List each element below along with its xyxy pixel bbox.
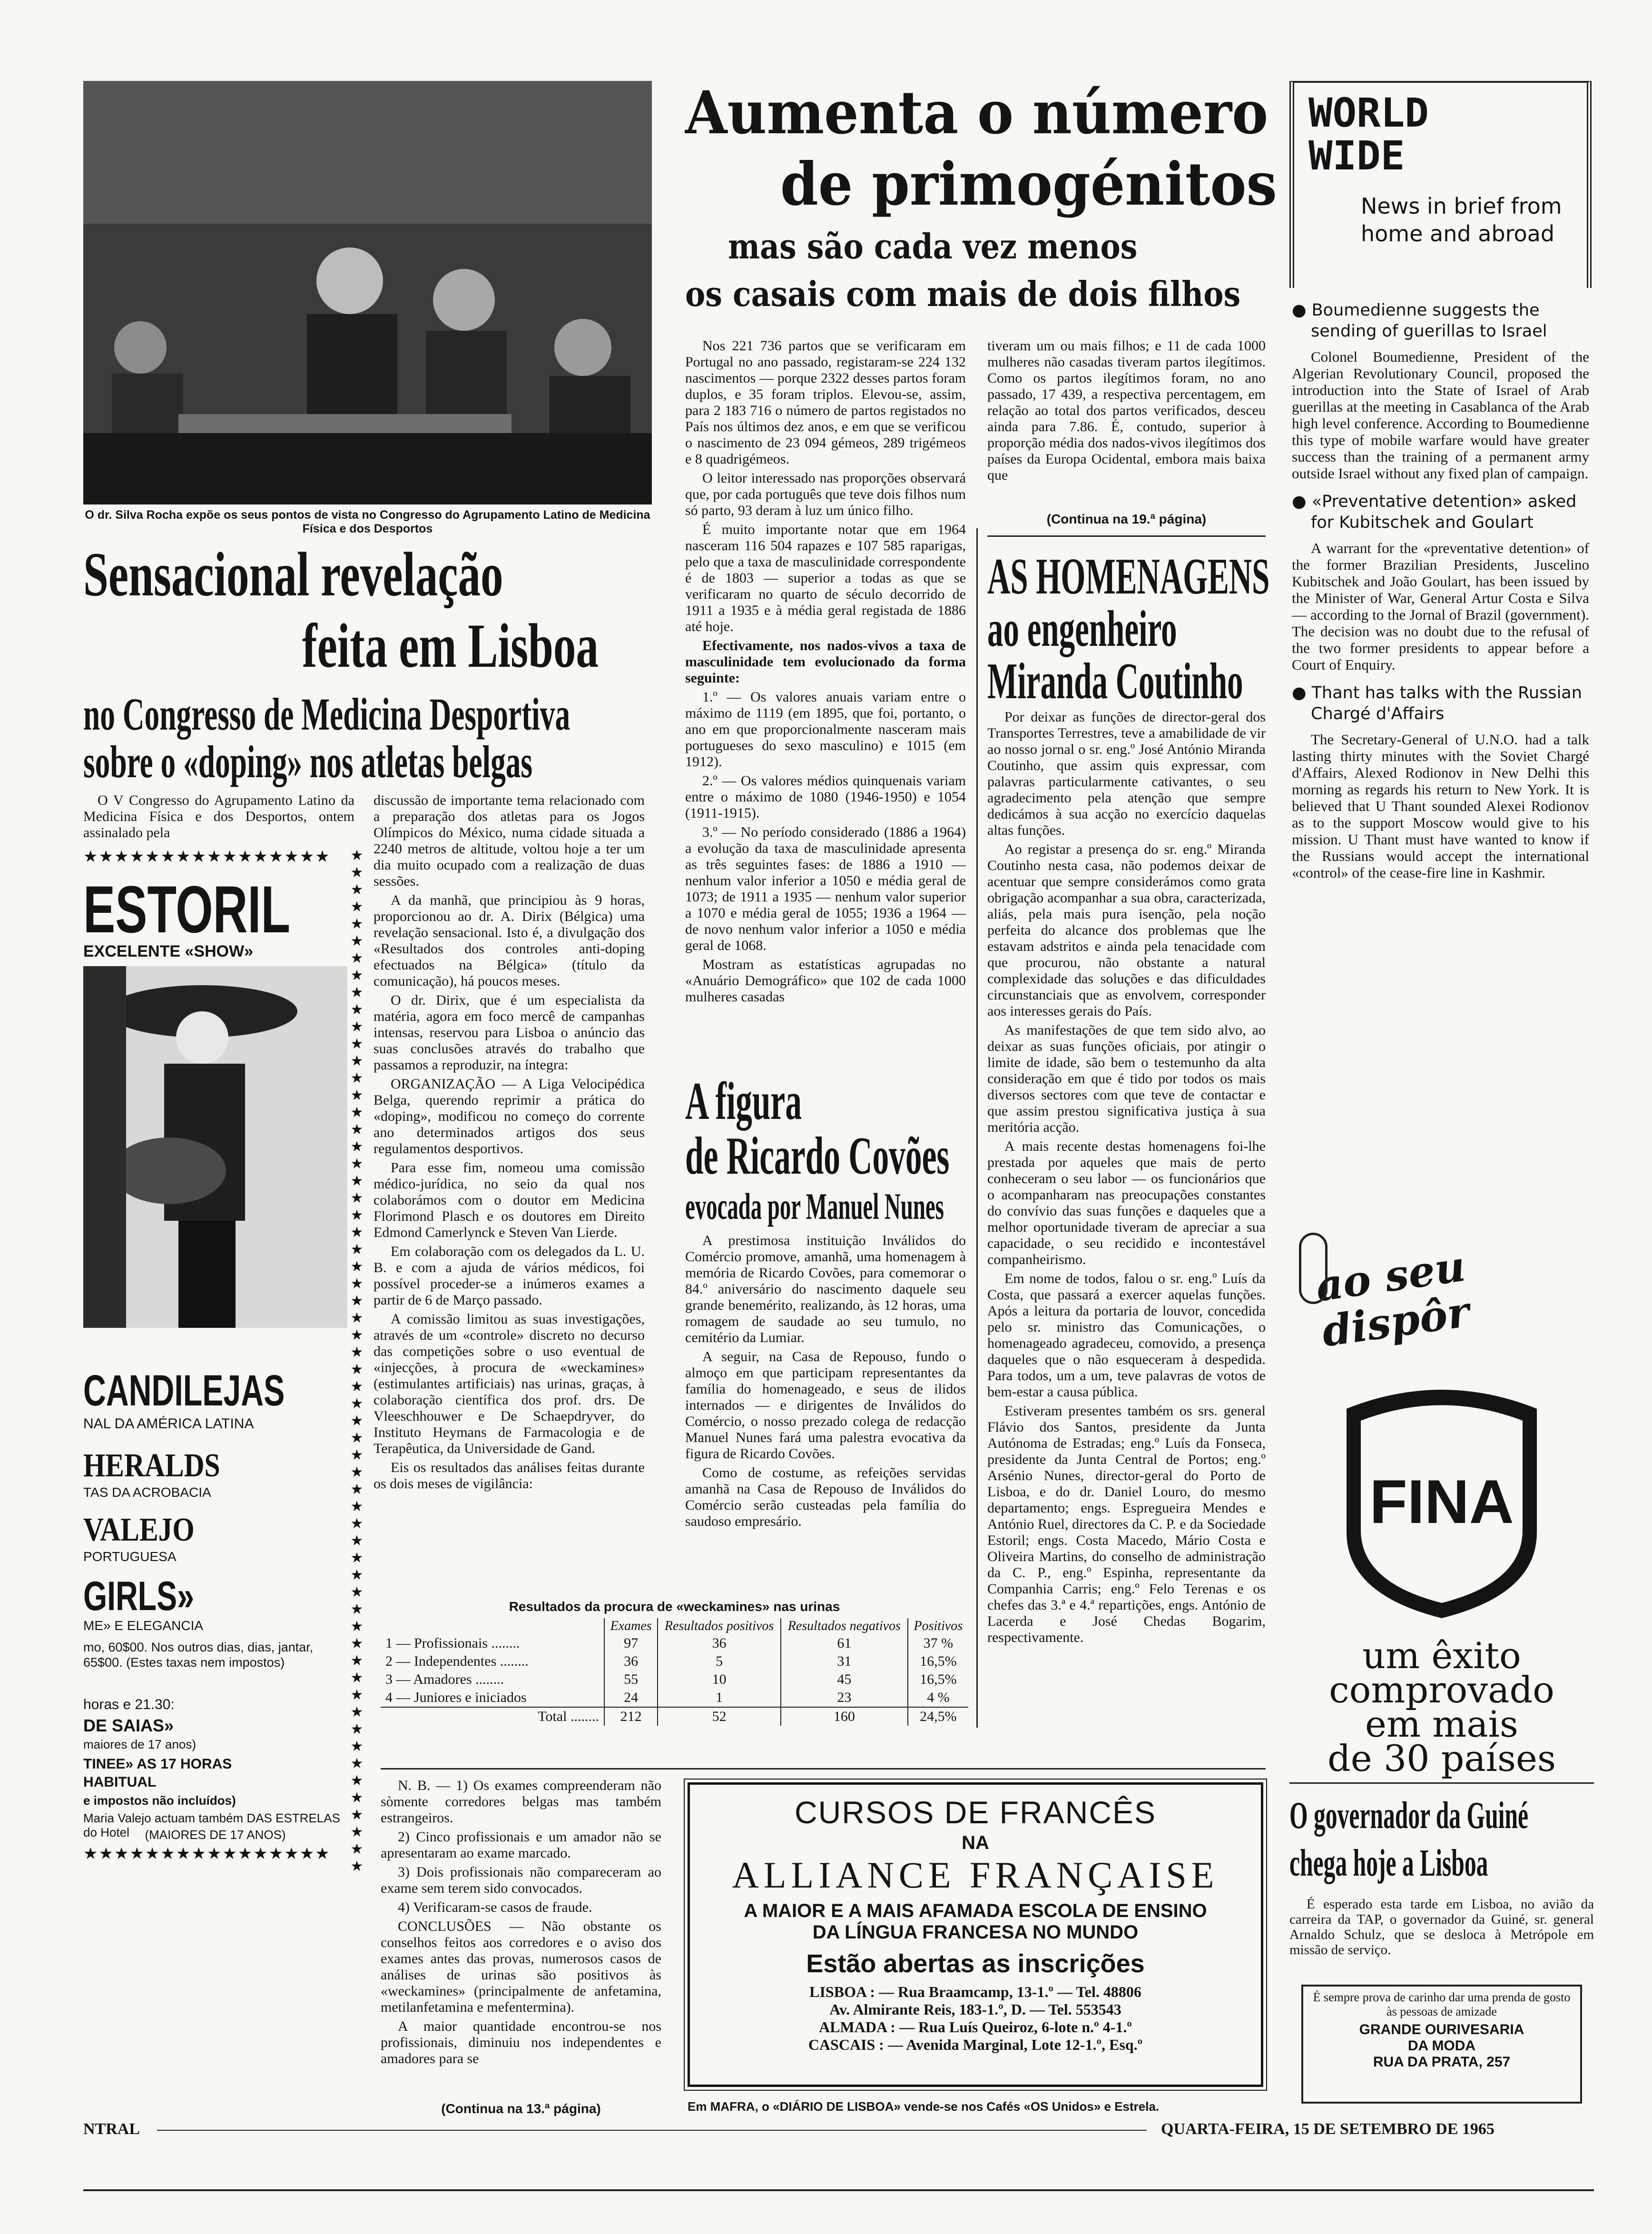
births-para: Efectivamente, nos nados-vivos a taxa de masculinidade tem evolucionado da forma seguinte:	[685, 638, 966, 686]
alliance-line4: A MAIOR E A MAIS AFAMADA ESCOLA DE ENSINO	[744, 1900, 1207, 1921]
homenagens-line3: Miranda Coutinho	[987, 653, 1243, 710]
portuguesa-line: PORTUGUESA	[83, 1549, 177, 1564]
fina-line3: em mais	[1365, 1703, 1518, 1745]
ww-item-head: ● «Preventative detention» asked for Kubitschek and Goulart	[1292, 492, 1577, 532]
table-header: Exames	[604, 1618, 658, 1634]
mafra-note: Em MAFRA, o «DIÁRIO DE LISBOA» vende-se nos Cafés «OS Unidos» e Estrela.	[688, 2099, 1160, 2114]
fina-line2: comprovado	[1329, 1669, 1554, 1711]
america-line: NAL DA AMÉRICA LATINA	[83, 1416, 254, 1432]
homenagens-para: Ao registar a presença do sr. eng.º Miranda Coutinho nesta casa, não podemos deixar de acentuar que sempre considerámos como grata obrigação acompanhar a sua obra, caracterizada, aliás, pela mais pura isenção, pela noção perfeita do alcance dos problemas que lhe estavam adstritos e ainda pela tenacidade com que procurou, não obstante a natural complexidade das soluções e das dificuldades circunstanciais que as envolvem, corresponder aos interesses gerais do País.	[987, 841, 1266, 1019]
footer-bottom-rule	[83, 2189, 1594, 2191]
table-cell: 160	[781, 1707, 908, 1726]
nb-continued: (Continua na 13.ª página)	[441, 2101, 601, 2116]
table-cell: 16,5%	[908, 1671, 968, 1689]
births-divider	[987, 535, 1266, 537]
table-cell: 1	[658, 1689, 781, 1707]
alliance-line2: NA	[962, 1832, 989, 1853]
hours-line: horas e 21.30:	[83, 1697, 175, 1712]
nb-para: A maior quantidade encontrou-se nos profissionais, diminuiu nos independentes e amadores para se	[381, 2018, 661, 2066]
homenagens-body	[987, 709, 1266, 1732]
table-row	[381, 1634, 968, 1652]
ourivesaria-line1: É sempre prova de carinho dar uma prenda de gosto às pessoas de amizade	[1313, 1990, 1571, 2018]
estoril-ad	[83, 871, 347, 1842]
results-table-box	[381, 1599, 968, 1780]
fina-bottom-rule	[1289, 1782, 1594, 1784]
table-cell: 5	[658, 1652, 781, 1671]
table-row	[381, 1689, 968, 1707]
ricardo-para: Como de costume, as refeições servidas amanhã na Casa de Repouso de Inválidos do Comércio serão custeadas pela família do saudoso empresário.	[685, 1465, 966, 1529]
table-cell: 24	[604, 1689, 658, 1707]
homenagens-headline	[987, 547, 1270, 710]
table-cell: 55	[604, 1671, 658, 1689]
sensacional-lead: O V Congresso do Agrupamento Latino da Medicina Física e dos Desportos, ontem assinalado pela	[83, 792, 354, 840]
fina-line1: um êxito	[1362, 1634, 1521, 1677]
stars-top: ★★★★★★★★★★★★★★★★	[83, 847, 331, 866]
sensacional-para: O dr. Dirix, que é um especialista da matéria, agora em foco mercê de campanhas intensas, reservou para Lisboa o anúncio das suas conclusões através do trabalho que passamos a reproduzir, na íntegra:	[374, 992, 645, 1073]
table-header-row	[381, 1618, 968, 1634]
table-cell: 2 — Independentes ........	[385, 1653, 529, 1669]
ricardo-headline	[685, 1071, 966, 1228]
table-cell: 4 %	[908, 1689, 968, 1707]
world-wide-items	[1292, 300, 1589, 1214]
births-para: 3.º — No período considerado (1886 a 1964) a evolução da taxa de masculinidade apresenta as três seguintes fases: de 1886 a 1910 — nenhum valor inferior a 1050 e média geral de 1073; de 1911 a 1935 — nenhum valor superior a 1070 e média geral de 1055; 1936 a 1964 — de novo nenhum valor inferior a 1050 e média geral de 1068.	[685, 824, 966, 953]
sensacional-line4: sobre o «doping» nos atletas belgas	[83, 736, 533, 787]
alliance-line8: Av. Almirante Reis, 183-1.º, D. — Tel. 553543	[829, 2001, 1121, 2018]
table-cell: 16,5%	[908, 1652, 968, 1671]
photo-caption: O dr. Silva Rocha expõe os seus pontos de vista no Congresso do Agrupamento Latino de Medicina Física e dos Desportos	[85, 508, 650, 535]
ww-item-head: ● Thant has talks with the Russian Chargé d'Affairs	[1292, 683, 1582, 723]
ricardo-body	[685, 1233, 966, 1590]
heralds-title: HERALDS	[83, 1447, 220, 1484]
bullet-icon: ●	[1292, 492, 1312, 511]
ricardo-line1: A figura	[685, 1072, 802, 1131]
sensacional-line2: feita em Lisboa	[302, 611, 599, 681]
maiores-line-b: (MAIORES DE 17 ANOS)	[145, 1828, 286, 1842]
table-cell: 36	[658, 1634, 781, 1652]
footer-left: NTRAL	[83, 2120, 140, 2138]
ourivesaria-line4: RUA DA PRATA, 257	[1373, 2054, 1511, 2070]
ww-item	[1292, 491, 1589, 673]
alliance-line6: Estão abertas as inscrições	[806, 1949, 1145, 1978]
main-headline-line1: Aumenta o número	[685, 79, 1268, 148]
world-wide-title1: WORLD	[1308, 89, 1429, 136]
footer-rule-left	[157, 2130, 1147, 2131]
table-cell: 31	[781, 1652, 908, 1671]
ourivesaria-line3: DA MODA	[1407, 2038, 1476, 2054]
nb-para: CONCLUSÕES — Não obstante os conselhos feitos aos corredores e o aviso dos exames antes das provas, numerosos casos de análises de urinas são positivos às «weckamines» (principalmente de anfetamina, metilanfetamina e mefentermina).	[381, 1918, 661, 2015]
table-cell: 23	[781, 1689, 908, 1707]
nb-para: 3) Dois profissionais não compareceram ao exame sem terem sido convocados.	[381, 1864, 661, 1896]
footer-date: QUARTA-FEIRA, 15 DE SETEMBRO DE 1965	[1161, 2120, 1495, 2138]
alliance-line5: DA LÍNGUA FRANCESA NO MUNDO	[812, 1922, 1139, 1943]
sensacional-para: Em colaboração com os delegados da L. U. B. e com a ajuda de vários médicos, foi possível proceder-se a inúmeros exames a partir de 6 de Março passado.	[374, 1244, 645, 1308]
world-wide-sub: News in brief from home and abroad	[1361, 193, 1562, 247]
prices-text: mo, 60$00. Nos outros dias, dias, jantar, 65$00. (Estes taxas nem impostos)	[83, 1640, 314, 1670]
nb-para: N. B. — 1) Os exames compreenderam não sòmente corredores belgas mas também estrangeiros.	[381, 1778, 661, 1826]
homenagens-line2: ao engenheiro	[987, 601, 1177, 657]
bullet-icon: ●	[1292, 301, 1312, 320]
stars-bottom: ★★★★★★★★★★★★★★★★	[83, 1844, 331, 1863]
acrobacia-line: TAS DA ACROBACIA	[83, 1485, 211, 1500]
table-bottom-rule	[381, 1768, 1266, 1769]
fina-logo	[1328, 1375, 1556, 1623]
ricardo-line2: de Ricardo Covões	[685, 1127, 950, 1186]
alliance-line3: ALLIANCE FRANÇAISE	[732, 1854, 1219, 1896]
births-continued: (Continua na 19.ª página)	[1046, 512, 1207, 526]
table-row	[381, 1652, 968, 1671]
homenagens-para: Estiveram presentes também os srs. general Flávio dos Santos, presidente da Junta Autónoma de Estradas; eng.º Luís da Fonseca, presidente da Junta Central de Portos; eng.º Arsénio Nunes, director-geral do Porto de Lisboa, e do dr. Daniel Louro, do mesmo departamento; engs. Espregueira Mendes e António Ruel, directores da C. P. e da Sociedade Estoril; engs. Costa Macedo, Mário Costa e Oliveira Martins, do conselho de administração da C. P., eng.º Espinha, representante da Companhia Carris; eng.º Felo Terenas e os chefes das 3.ª e 4.ª repartições, engs. António de Lacerda e José Chedas Bogarim, respectivamente.	[987, 1403, 1266, 1645]
main-headline	[685, 79, 1277, 336]
sensacional-para: discussão de importante tema relacionado com a preparação dos atletas para os Jogos Olímpicos do México, numa cidade situada a 2240 metros de altitude, voltou hoje a ter um dia muito ocupado com a realização de duas sessões.	[374, 792, 645, 889]
guine-line1: O governador da Guiné	[1289, 1795, 1529, 1837]
singer-photo	[83, 966, 347, 1328]
ww-item	[1292, 682, 1589, 881]
nb-para: 4) Verificaram-se casos de fraude.	[398, 1899, 592, 1915]
table-cell: 212	[604, 1707, 658, 1726]
births-para: Nos 221 736 partos que se verificaram em Portugal no ano passado, registaram-se 224 132 nascimentos — porque 2322 desses partos foram duplos, e 35 foram triplos. Elevou-se, assim, para 2 183 716 o número de partos registados no País nos últimos dez anos, e em que se verificou o nascimento de 23 094 gémeos, 289 trigémeos e 8 quadrigémeos.	[685, 338, 966, 467]
col-divider-mid	[976, 528, 978, 1728]
table-header	[381, 1618, 604, 1634]
elegancia-line: ME» E ELEGANCIA	[83, 1618, 204, 1633]
table-header: Resultados negativos	[781, 1618, 908, 1634]
table-cell: Total ........	[381, 1707, 604, 1726]
main-headline-sub2: os casais com mais de dois filhos	[685, 274, 1241, 314]
matinee-line: TINEE» AS 17 HORAS	[83, 1756, 232, 1772]
results-table-title: Resultados da procura de «weckamines» nas urinas	[509, 1599, 840, 1614]
alliance-line10: CASCAIS : — Avenida Marginal, Lote 12-1.º, Esq.º	[808, 2036, 1143, 2053]
births-para: Mostram as estatísticas agrupadas no «Anuário Demográfico» que 102 de cada 1000 mulheres casadas	[685, 957, 966, 1005]
ourivesaria-line2: GRANDE OURIVESARIA	[1359, 2022, 1524, 2037]
paperclip-icon	[1299, 1233, 1328, 1304]
table-cell: 24,5%	[908, 1707, 968, 1726]
ricardo-para: A prestimosa instituição Inválidos do Comércio promove, amanhã, uma homenagem à memória de Ricardo Covões, para comemorar o 84.º aniversário do nascimento daquele seu grande benemérito, realizando, às 12 horas, uma romagem de saudade ao seu tumulo, no cemitério da Lumiar.	[685, 1233, 966, 1345]
table-header: Positivos	[908, 1618, 968, 1634]
homenagens-para: As manifestações de que tem sido alvo, ao deixar as suas funções oficiais, por atingir o limite de idade, são bem o testemunho da alta consideração em que é tido por todos os mais diversos sectores com que teve de contactar e que assim prestou significativa justiça à sua meritória acção.	[987, 1022, 1266, 1135]
fina-line4: de 30 países	[1328, 1737, 1556, 1779]
ricardo-para: A seguir, na Casa de Repouso, fundo o almoço em que participam representantes da família do homenageado, e seus de ilidos internados — e dirigentes de Inválidos do Comércio, o nosso prezado colega de redacção Manuel Nunes fará uma palestra evocativa da figura de Ricardo Covões.	[685, 1349, 966, 1462]
main-headline-line2: de primogénitos	[780, 150, 1277, 219]
sensacional-line1: Sensacional revelação	[83, 539, 503, 609]
table-cell: 3 — Amadores ........	[385, 1671, 504, 1687]
table-cell: 1 — Profissionais ........	[385, 1635, 520, 1651]
alliance-line7: LISBOA : — Rua Braamcamp, 13-1.º — Tel. 48806	[809, 1983, 1141, 2000]
births-para: É muito importante notar que em 1964 nasceram 116 504 rapazes e 107 585 raparigas, pelo que a taxa de masculinidade correspondente é de 1803 — superior a todas as que se verificaram no quarto de século decorrido de 1911 a 1935 e à média geral registada de 1886 até hoje.	[685, 522, 966, 634]
ricardo-line3: evocada por Manuel Nunes	[685, 1186, 944, 1227]
saias-line: DE SAIAS»	[83, 1716, 174, 1735]
alliance-ad	[688, 1782, 1263, 2087]
world-wide-title2: WIDE	[1308, 132, 1405, 179]
births-para: O leitor interessado nas proporções observará que, por cada português que teve dois filhos num só parto, 93 deram à luz um único filho.	[685, 470, 966, 518]
nb-notes	[381, 1778, 661, 2101]
ww-item-head: ● Boumedienne suggests the sending of guerillas to Israel	[1292, 301, 1547, 341]
guine-line2: chega hoje a Lisboa	[1289, 1842, 1488, 1884]
table-cell: 37 %	[908, 1634, 968, 1652]
maiores-line: maiores de 17 anos)	[83, 1737, 197, 1751]
congress-photo	[83, 81, 652, 504]
table-cell: 36	[604, 1652, 658, 1671]
nb-para: 2) Cinco profissionais e um amador não se apresentaram ao exame marcado.	[381, 1829, 661, 1861]
alliance-line9: ALMADA : — Rua Luís Queiroz, 6-lote n.º 4-1.º	[819, 2018, 1132, 2036]
girls-title: GIRLS»	[83, 1573, 194, 1619]
stars-right: ★★★★★★★★★★★★★★★★★★★★★★★★★★★★★★★★★★★★★★★★★★★★★★★★★★★★★★★★★★★★	[350, 847, 364, 1875]
table-cell: 10	[658, 1671, 781, 1689]
ww-item-body: Colonel Boumedienne, President of the Algerian Revolutionary Council, proposed the introduction into the State of Israel of Arab guerillas at the meeting in Casablanca of the Arab high level conference. According to Boumedienne this type of mobile warfare would have greater success than the training of a permanent army outside Israel without any fixed plan of campaign.	[1292, 348, 1589, 482]
fina-brand: FINA	[1369, 1467, 1514, 1536]
bullet-icon: ●	[1292, 683, 1312, 702]
sensacional-para: A comissão limitou as suas investigações, através de um «controle» discreto no decurso das competições sobre o uso eventual de «injecções, à procura de «weckamines» (estimulantes artificiais) nas urinas, graças, à colaboração científica dos prof. drs. De Vleeschhouwer e De Schaepdryver, do Instituto Heymans de Farmacologia e de Terapêutica, da Universidade de Gand.	[374, 1311, 645, 1456]
sensacional-line3: no Congresso de Medicina Desportiva	[83, 689, 570, 740]
births-para: 2.º — Os valores médios quinquenais variam entre o máximo de 1080 (1946-1950) e 1054 (1911-1915).	[685, 773, 966, 821]
fina-script: ao seu dispôr	[1312, 1241, 1473, 1356]
guine-headline	[1289, 1794, 1594, 1894]
valejo-title: VALEJO	[83, 1512, 195, 1548]
world-wide-box	[1289, 81, 1592, 288]
table-cell: 97	[604, 1634, 658, 1652]
ww-item	[1292, 300, 1589, 482]
table-cell: 61	[781, 1634, 908, 1652]
valejo-note: Maria Valejo actuam também DAS ESTRELAS do Hotel	[83, 1811, 340, 1839]
births-col2: tiveram um ou mais filhos; e 11 de cada 1000 mulheres não casadas tiveram partos ilegítimos. Como os partos ilegítimos foram, no ano passado, 17 439, a respectiva percentagem, em relação ao total dos partos verificados, desceu ainda para 7.86. É, contudo, superior à proporção média dos nados-vivos ilegítimos dos países da Europa Ocidental, embora mais baixa que	[987, 338, 1266, 483]
main-headline-sub1: mas são cada vez menos	[728, 226, 1138, 267]
table-cell: 4 — Juniores e iniciados	[385, 1690, 527, 1705]
births-para: 1.º — Os valores anuais variam entre o máximo de 1119 (em 1895, que foi, portanto, o ano em que proporcionalmente nasceram mais portugueses do sexo masculino) e 1015 (em 1912).	[685, 689, 966, 770]
sensacional-para: Eis os resultados das análises feitas durante os dois meses de vigilância:	[374, 1460, 645, 1492]
table-total-row	[381, 1707, 968, 1726]
impostos-line: e impostos não incluídos)	[83, 1793, 236, 1808]
sensacional-para: A da manhã, que principiou às 9 horas, proporcionou ao dr. A. Dirix (Bélgica) uma revelação sensacional. Isto é, a divulgação dos «Resultados dos controles anti-doping efectuados na Bélgica» (título da comunicação), há poucos meses.	[374, 892, 645, 989]
homenagens-para: Em nome de todos, falou o sr. eng.º Luís da Costa, que passará a exercer aquelas funções. Após a leitura da portaria de louvor, concedida pelo sr. ministro das Comunicações, o homenageado agradeceu, comovido, a presença daqueles que o não esqueceram à despedida. Para todos, um a um, teve palavras de votos de bem-estar a causa pública.	[987, 1271, 1266, 1400]
ourivesaria-ad	[1301, 1985, 1582, 2104]
alliance-line1: CURSOS DE FRANCÊS	[794, 1795, 1157, 1830]
ww-item-body: A warrant for the «preventative detention» of the former Brazilian Presidents, Juscelino Kubitschek and João Goulart, has been issued by the Minister of War, General Artur Costa e Silva — according to the Jornal of Brazil (government). The decision was no doubt due to the refusal of the two former presidents to appear before a Court of Enquiry.	[1292, 540, 1589, 673]
table-cell: 45	[781, 1671, 908, 1689]
table-row	[381, 1671, 968, 1689]
sensacional-headline	[83, 538, 652, 785]
homenagens-para: Por deixar as funções de director-geral dos Transportes Terrestres, teve a amabilidade de vir ao nosso jornal o sr. eng.º José António Miranda Coutinho, que assim quis expressar, com palavras particularmente cativantes, o seu agradecimento pela atenção que sempre dedicámos à sua acção no exercício daquelas altas funções.	[987, 709, 1266, 838]
estoril-title: ESTORIL	[83, 872, 291, 947]
ww-item-body: The Secretary-General of U.N.O. had a talk lasting thirty minutes with the Soviet Chargé d'Affairs, Alexed Rodionov in New Delhi this morning as regards his return to New York. It is believed that U Thant sounded Alexei Rodionov as to the support Moscow would give to his mission. U Thant must have wanted to know if the Russians would accept the international «control» of the cease-fire line in Kashmir.	[1292, 731, 1589, 881]
sensacional-para: ORGANIZAÇÃO — A Liga Velocipédica Belga, querendo reprimir a prática do «doping», modificou no começo do corrente ano determinados artigos dos seus regulamentos desportivos.	[374, 1076, 645, 1157]
photo-people-illustration	[83, 81, 652, 504]
table-header: Resultados positivos	[658, 1618, 781, 1634]
homenagens-line1: AS HOMENAGENS	[987, 548, 1270, 605]
results-table	[381, 1618, 968, 1726]
fina-ad	[1289, 1228, 1594, 1780]
habitual-line: HABITUAL	[83, 1774, 157, 1790]
table-cell: 52	[658, 1707, 781, 1726]
candilejas-title: CANDILEJAS	[83, 1366, 285, 1415]
estoril-subtitle: EXCELENTE «SHOW»	[83, 942, 254, 960]
sensacional-para: Para esse fim, nomeou uma comissão médico-jurídica, no seio da qual nos colaborámos com o doutor em Medicina Florimond Plasch e os doutores em Direito Edmond Camerlynck e Steven Van Lierde.	[374, 1160, 645, 1240]
guine-body: É esperado esta tarde em Lisboa, no avião da carreira da TAP, o governador da Guiné, sr. general Arnaldo Schulz, que se desloca à Metrópole em missão de serviço.	[1289, 1897, 1594, 1957]
homenagens-para: A mais recente destas homenagens foi-lhe prestada por aqueles que mais de perto conheceram o seu labor — os funcionários que o acompanharam nas preocupações constantes do convívio das suas funções e daqueles que a melhor oportunidade tiveram de apreciar a sua capacidade, o seu recidido e incontestável companheirismo.	[987, 1138, 1266, 1267]
sensacional-body	[374, 792, 645, 1587]
